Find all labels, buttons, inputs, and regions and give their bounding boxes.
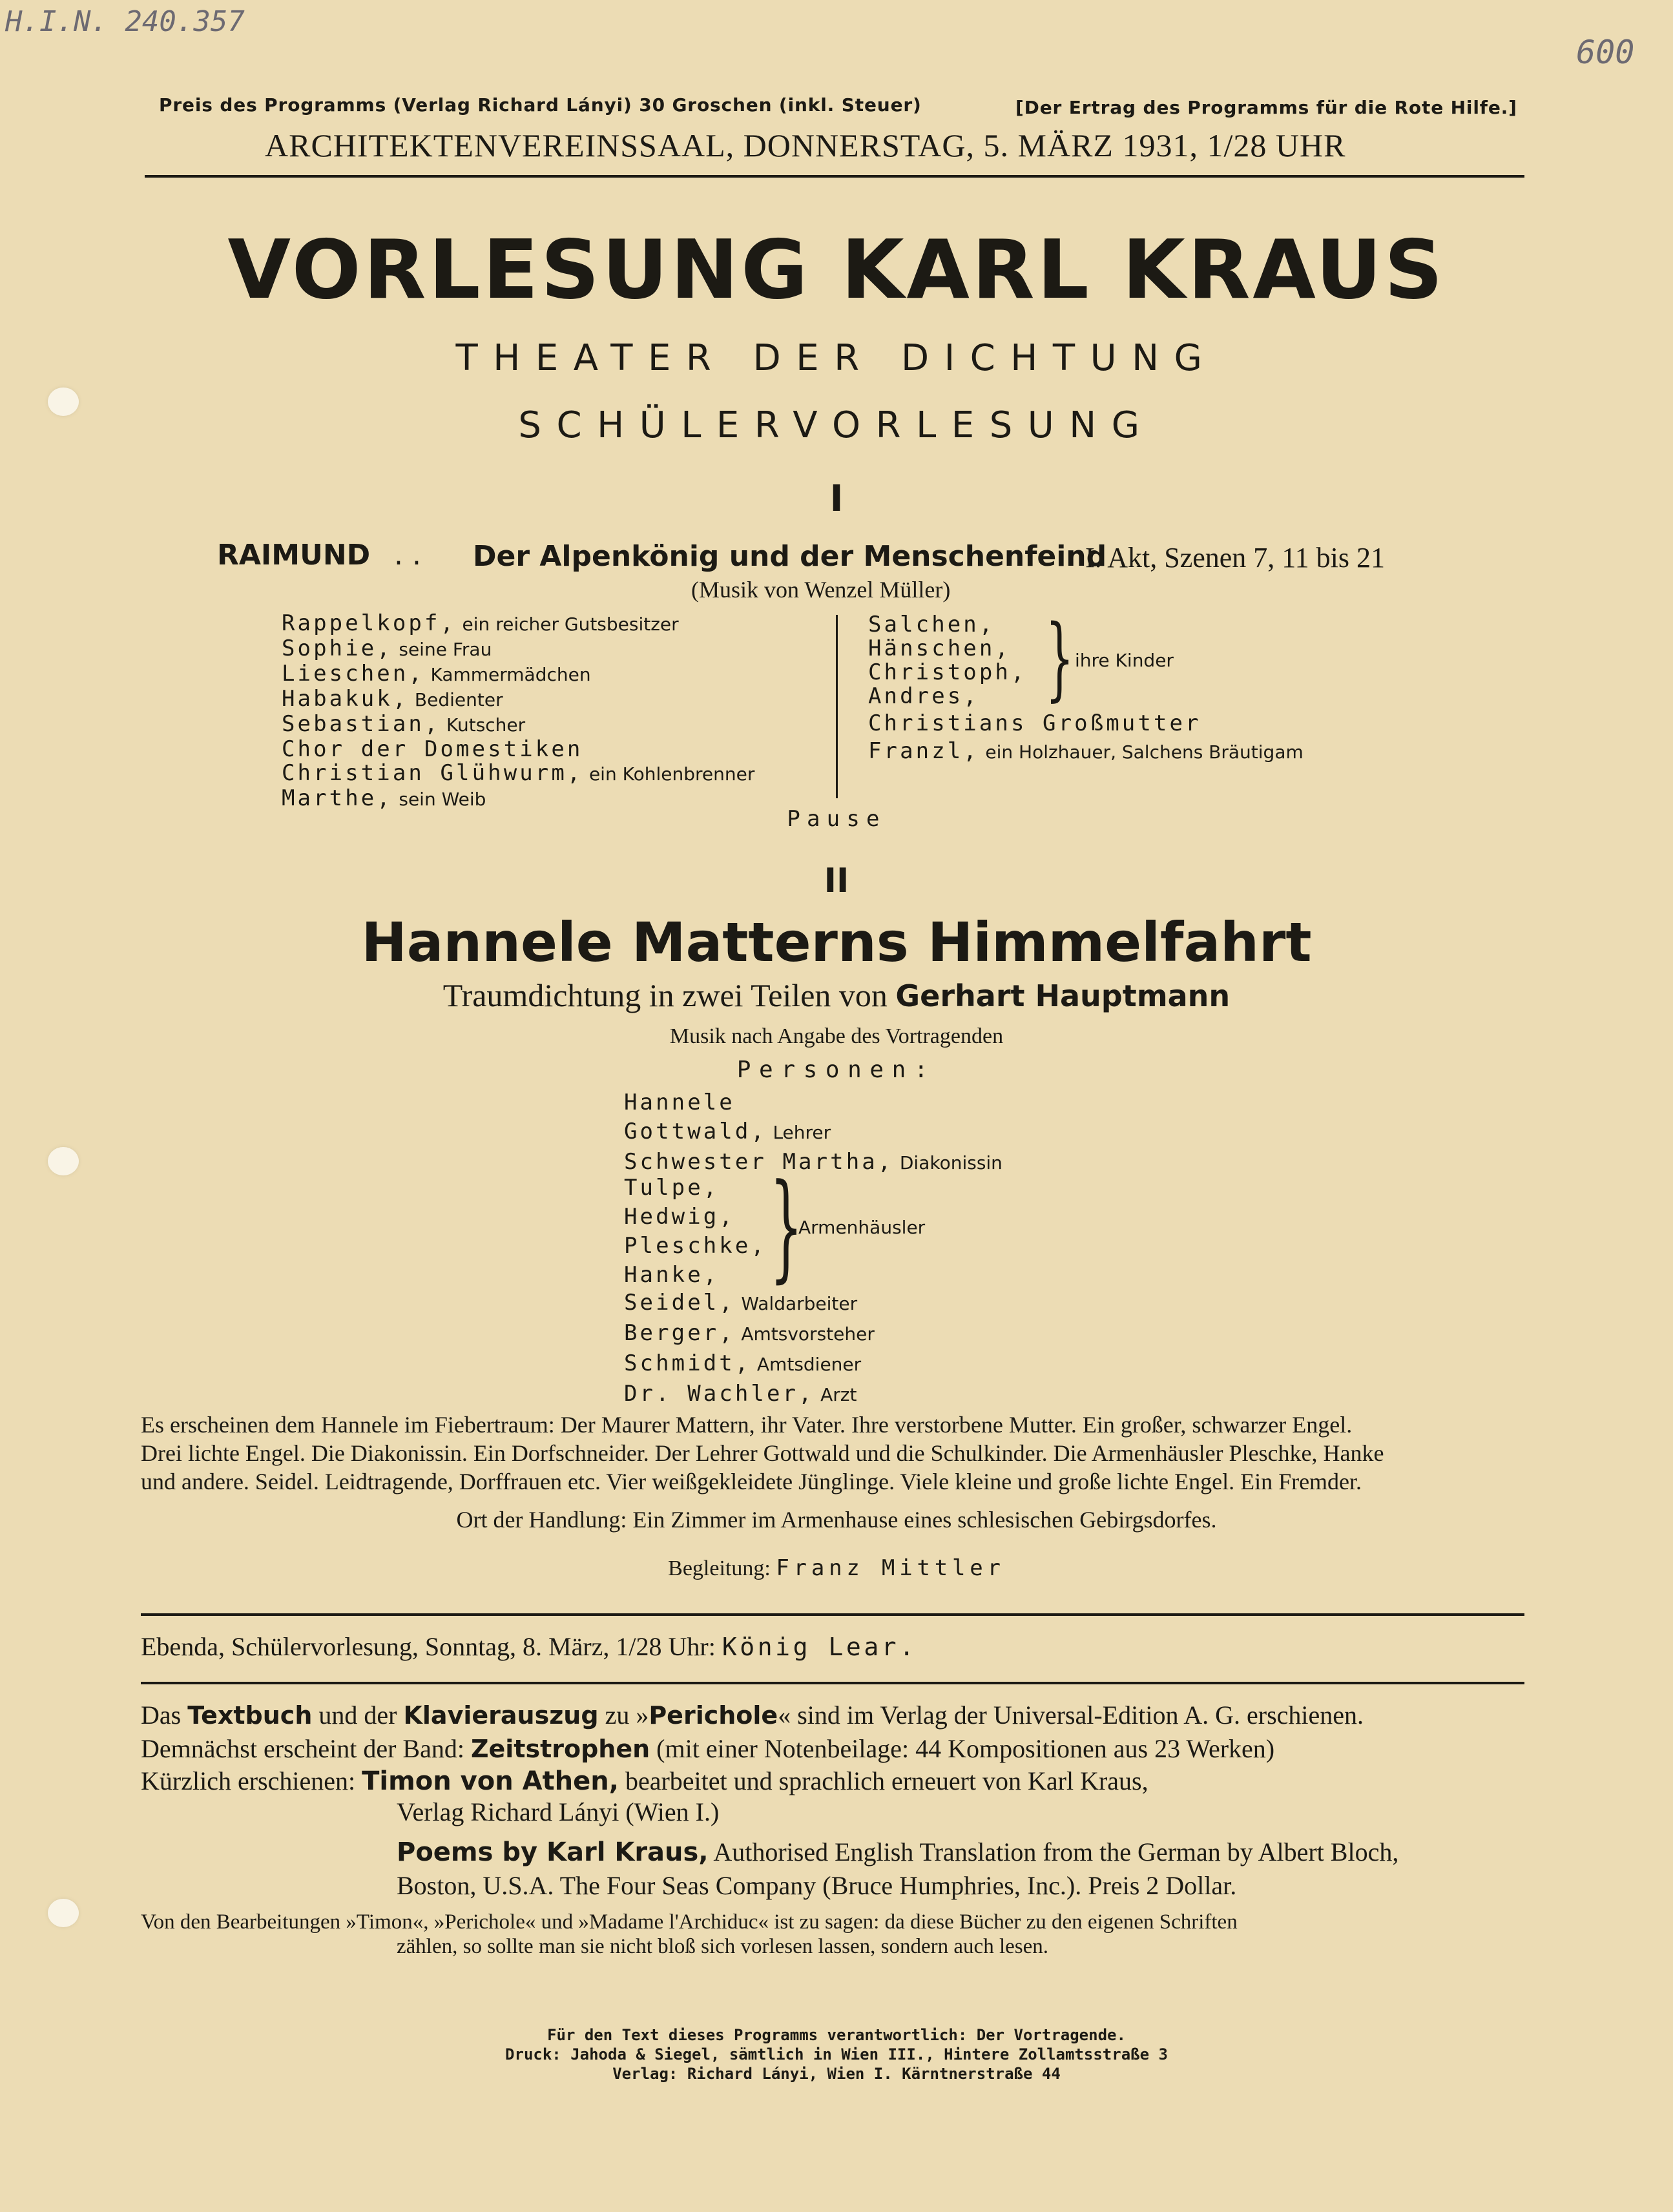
part2-subtitle xyxy=(0,977,1673,1014)
cast-name: Dr. Wachler, xyxy=(624,1381,815,1407)
cast-name: Andres, xyxy=(868,683,979,709)
cast-name: Hanke, xyxy=(624,1262,720,1288)
part1-author: RAIMUND xyxy=(217,539,371,572)
price-note: Preis des Programms (Verlag Richard Lányi) 30 Groschen (inkl. Steuer) xyxy=(159,94,922,116)
cast-name: Rappelkopf, xyxy=(282,610,457,636)
fever-line: und andere. Seidel. Leidtragende, Dorffrauen etc. Vier weißgekleidete Jünglinge. Viele kleine und große lichte Engel. Ein Fremder. xyxy=(141,1469,1362,1494)
archive-mark: H.I.N. 240.357 xyxy=(5,5,245,38)
cast-name: Christoph, xyxy=(868,659,1027,685)
cast-role: Waldarbeiter xyxy=(741,1293,858,1314)
cast-role: Amtsdiener xyxy=(756,1354,862,1375)
cast-name: Gottwald, xyxy=(624,1119,767,1144)
cast-name: Hänschen, xyxy=(868,636,1011,661)
cast-name: Franzl, xyxy=(868,738,979,764)
cast-role: Amtsvorsteher xyxy=(741,1323,875,1345)
subtitle-theater: THEATER DER DICHTUNG xyxy=(455,337,1218,379)
cast-column-divider xyxy=(836,615,838,798)
cast-role: ein reicher Gutsbesitzer xyxy=(462,614,679,635)
cast-name: Pleschke, xyxy=(624,1233,767,1259)
part1-work-title: Der Alpenkönig und der Menschenfeind xyxy=(473,540,1107,573)
cast-name: Chor der Domestiken xyxy=(282,736,583,762)
cast-name: Tulpe, xyxy=(624,1175,720,1201)
notice-zeitstrophen xyxy=(141,1733,1274,1764)
part2-author: Gerhart Hauptmann xyxy=(895,978,1231,1013)
cast-entry xyxy=(868,737,1304,766)
notice-text: zu » xyxy=(605,1700,649,1730)
cast-entry xyxy=(282,712,754,737)
imprint-line: Verlag: Richard Lányi, Wien I. Kärntnerstraße 44 xyxy=(612,2065,1061,2083)
fever-line: Drei lichte Engel. Die Diakonissin. Ein Dorfschneider. Der Lehrer Gottwald und die Schulkinder. Die Armenhäusler Pleschke, Hanke xyxy=(141,1440,1384,1466)
cast-role: Diakonissin xyxy=(899,1152,1003,1173)
cast-role: seine Frau xyxy=(399,639,492,660)
part1-music: (Musik von Wenzel Müller) xyxy=(691,577,951,603)
cast-entry xyxy=(624,1117,1003,1147)
part1-cast-right-more xyxy=(868,709,1304,766)
page-title: VORLESUNG KARL KRAUS xyxy=(227,222,1446,317)
cast-entry xyxy=(624,1318,875,1349)
notice-bold: Textbuch xyxy=(187,1701,313,1730)
cast-entry xyxy=(282,611,754,636)
notice-text: Kürzlich erschienen: xyxy=(141,1766,356,1795)
part1-dots: . . xyxy=(394,539,421,572)
cast-name: Salchen, xyxy=(868,612,995,637)
next-event-play: König Lear. xyxy=(722,1633,917,1661)
cast-role: Bedienter xyxy=(414,689,503,710)
notice-textbuch xyxy=(141,1700,1364,1730)
cast-role: sein Weib xyxy=(399,789,486,810)
imprint-line: Für den Text dieses Programms verantwortlich: Der Vortragende. xyxy=(547,2026,1126,2044)
notice-text: (mit einer Notenbeilage: 44 Kompositionen aus 23 Werken) xyxy=(656,1734,1275,1763)
punch-hole xyxy=(48,1147,79,1175)
cast-entry xyxy=(624,1288,875,1318)
notice-text: und der xyxy=(318,1700,397,1730)
venue-line: ARCHITEKTENVEREINSSAAL, DONNERSTAG, 5. MÄRZ 1931, 1/28 UHR xyxy=(265,127,1346,163)
notice-timon-publisher: Verlag Richard Lányi (Wien I.) xyxy=(397,1797,720,1826)
notice-text: Das xyxy=(141,1700,182,1730)
cast-name: Christians Großmutter xyxy=(868,710,1201,736)
cast-name: Marthe, xyxy=(282,785,393,811)
next-event-line xyxy=(141,1631,917,1662)
header-rule xyxy=(145,175,1524,178)
cast-role: Kutscher xyxy=(446,714,526,736)
cast-entry xyxy=(868,709,1304,737)
persons-heading: Personen: xyxy=(736,1057,937,1083)
cast-name: Hannele xyxy=(624,1090,735,1115)
pause-label: Pause xyxy=(787,806,886,832)
part2-cast-top xyxy=(624,1088,1003,1177)
notice-text: Authorised English Translation from the German by Albert Bloch, xyxy=(713,1837,1399,1866)
fever-dream-paragraph xyxy=(141,1411,1384,1496)
notice-text: »Timon«, »Perichole« und »Madame l'Archiduc« ist zu sagen: da diese Bücher zu den eigenen Schriften xyxy=(346,1910,1238,1934)
notice-bold: Timon von Athen, xyxy=(362,1766,619,1796)
cast-role: Kammermädchen xyxy=(430,664,591,685)
part2-cast-bottom xyxy=(624,1288,875,1409)
notice-text: Demnächst erscheint der Band: xyxy=(141,1734,464,1763)
cast-entry xyxy=(624,1349,875,1379)
punch-hole xyxy=(48,1899,79,1927)
part2-title: Hannele Matterns Himmelfahrt xyxy=(361,911,1312,974)
group-brace: } xyxy=(1045,606,1074,711)
part2-cast-group xyxy=(624,1173,767,1289)
cast-name: Habakuk, xyxy=(282,686,409,712)
group-brace: } xyxy=(769,1159,804,1294)
part2-subtitle-prefix: Traumdichtung in zwei Teilen von xyxy=(442,977,888,1013)
cast-role: Lehrer xyxy=(773,1122,831,1143)
notice-bearbeitungen-cont: zählen, so sollte man sie nicht bloß sich vorlesen lassen, sondern auch lesen. xyxy=(397,1935,1048,1958)
notice-text: « sind im Verlag der Universal-Edition A. G. erschienen. xyxy=(778,1700,1364,1730)
cast-name: Sophie, xyxy=(282,636,393,661)
setting-line: Ort der Handlung: Ein Zimmer im Armenhause eines schlesischen Gebirgsdorfes. xyxy=(456,1507,1217,1533)
notice-bold: Klavierauszug xyxy=(403,1701,599,1730)
part1-act: I. Akt, Szenen 7, 11 bis 21 xyxy=(1085,542,1385,574)
cast-name: Schwester Martha, xyxy=(624,1149,894,1175)
notice-bold: Zeitstrophen xyxy=(470,1735,650,1763)
notice-bearbeitungen xyxy=(141,1910,1238,1934)
cast-entry xyxy=(282,661,754,687)
cast-name: Berger, xyxy=(624,1320,735,1346)
cast-role: ein Kohlenbrenner xyxy=(588,763,755,785)
notice-poems-publisher: Boston, U.S.A. The Four Seas Company (Bruce Humphries, Inc.). Preis 2 Dollar. xyxy=(397,1871,1237,1900)
cast-role: ein Holzhauer, Salchens Bräutigam xyxy=(985,741,1304,763)
part1-numeral: I xyxy=(829,478,844,520)
cast-entry xyxy=(624,1088,1003,1117)
cast-name: Sebastian, xyxy=(282,711,441,737)
notice-bold: Poems by Karl Kraus, xyxy=(397,1837,709,1867)
cast-name: Hedwig, xyxy=(624,1204,735,1230)
notice-poems xyxy=(397,1837,1398,1867)
notice-text: Von den Bearbeitungen xyxy=(141,1910,341,1934)
cast-entry xyxy=(624,1379,875,1409)
group-role: ihre Kinder xyxy=(1075,650,1174,671)
part1-cast-right-group xyxy=(868,612,1027,708)
fever-line: Es erscheinen dem Hannele im Fiebertraum: Der Maurer Mattern, ihr Vater. Ihre verstorbene Mutter. Ein großer, schwarzer Engel. xyxy=(141,1412,1353,1438)
cast-entry xyxy=(282,737,754,761)
accompaniment-label: Begleitung: xyxy=(668,1556,771,1580)
part1-cast-left xyxy=(282,611,754,811)
part2-numeral: II xyxy=(824,862,849,900)
notice-bold: Perichole xyxy=(649,1701,778,1730)
accompaniment-name: Franz Mittler xyxy=(776,1555,1005,1581)
cast-entry xyxy=(282,687,754,712)
handwritten-page-number: 600 xyxy=(1576,34,1635,71)
notice-timon xyxy=(141,1766,1148,1796)
next-event-text: Ebenda, Schülervorlesung, Sonntag, 8. März, 1/28 Uhr: xyxy=(141,1632,716,1661)
cast-entry xyxy=(282,761,754,786)
imprint xyxy=(0,2025,1673,2083)
cast-entry xyxy=(282,636,754,661)
cast-name: Seidel, xyxy=(624,1290,735,1316)
group-role: Armenhäusler xyxy=(798,1217,926,1238)
notice-text: bearbeitet und sprachlich erneuert von Karl Kraus, xyxy=(625,1766,1148,1795)
proceeds-note: [Der Ertrag des Programms für die Rote Hilfe.] xyxy=(1015,97,1517,118)
accompaniment-line xyxy=(0,1555,1673,1581)
subtitle-schuelervorlesung: SCHÜLERVORLESUNG xyxy=(518,404,1155,446)
part2-music: Musik nach Angabe des Vortragenden xyxy=(669,1024,1004,1048)
cast-role: Arzt xyxy=(820,1384,857,1405)
cast-name: Christian Glühwurm, xyxy=(282,760,583,786)
cast-name: Lieschen, xyxy=(282,661,424,687)
section-rule xyxy=(141,1613,1524,1616)
imprint-line: Druck: Jahoda & Siegel, sämtlich in Wien III., Hintere Zollamtsstraße 3 xyxy=(505,2045,1168,2063)
section-rule xyxy=(141,1682,1524,1684)
cast-name: Schmidt, xyxy=(624,1350,751,1376)
